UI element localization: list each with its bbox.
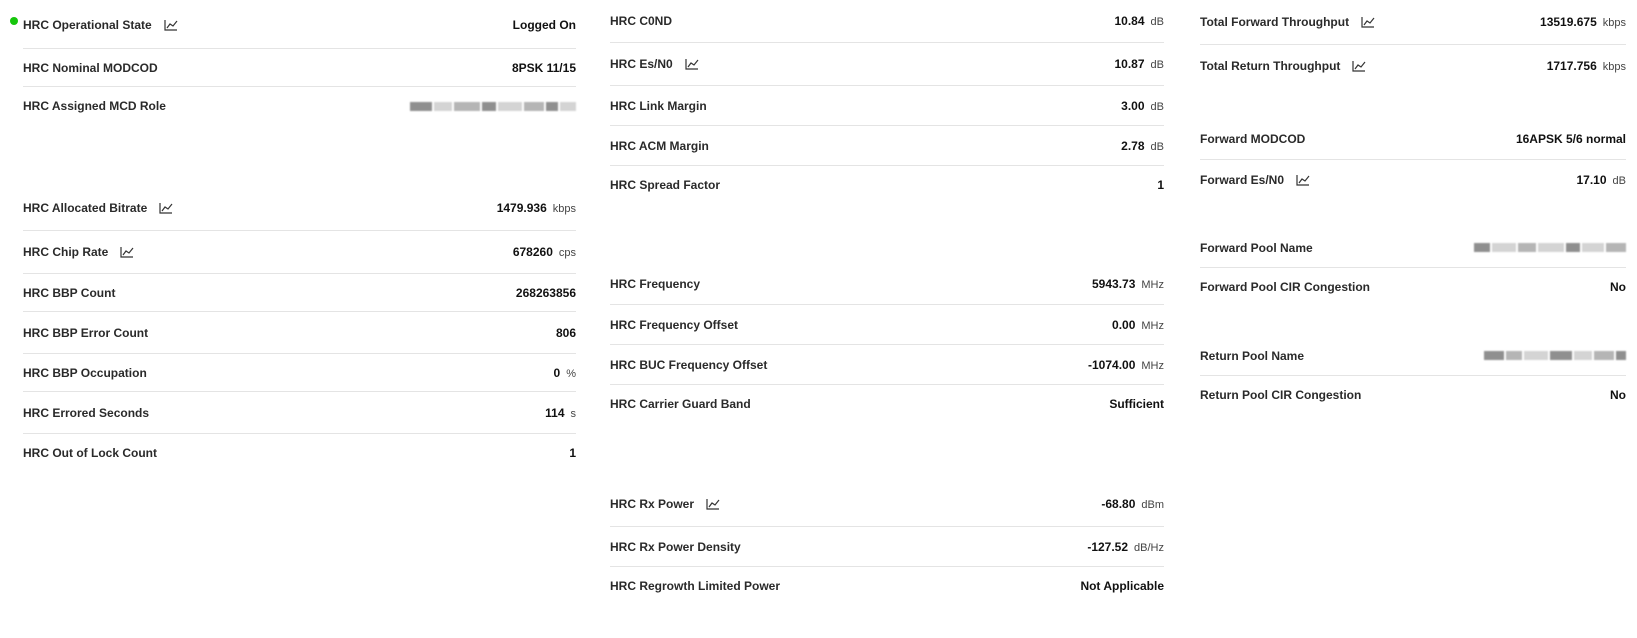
chip-rate-label: HRC Chip Rate xyxy=(23,245,109,259)
total-return-throughput-value: 1717.756 xyxy=(1546,59,1597,73)
redacted-value xyxy=(1474,243,1626,252)
frequency-label: HRC Frequency xyxy=(610,276,701,291)
row-buc-frequency-offset xyxy=(610,345,1164,385)
row-acm-margin xyxy=(610,126,1164,166)
total-return-throughput-label: Total Return Throughput xyxy=(1200,59,1341,73)
trend-chart-icon[interactable] xyxy=(685,58,699,70)
frequency-offset-value: 0.00 xyxy=(1112,317,1136,332)
row-forward-esn0 xyxy=(1200,160,1626,200)
row-rx-power xyxy=(610,481,1164,527)
cond-value: 10.84 xyxy=(1114,14,1145,28)
bbp-occupation-value: 0 xyxy=(553,365,561,380)
carrier-guard-band-value: Sufficient xyxy=(1109,397,1164,411)
regrowth-limited-power-value: Not Applicable xyxy=(1080,579,1164,593)
esn0-value: 10.87 xyxy=(1114,57,1145,71)
row-bbp-count xyxy=(23,274,576,312)
trend-chart-icon[interactable] xyxy=(1361,16,1375,28)
row-forward-modcod xyxy=(1200,118,1626,160)
rx-power-label: HRC Rx Power xyxy=(610,496,695,511)
row-bbp-occupation xyxy=(23,354,576,392)
row-spread-factor xyxy=(610,166,1164,204)
acm-margin-value: 2.78 xyxy=(1121,138,1145,153)
frequency-offset-label: HRC Frequency Offset xyxy=(610,317,739,332)
assigned-mcd-role-label: HRC Assigned MCD Role xyxy=(23,99,166,113)
forward-esn0-value: 17.10 xyxy=(1576,173,1607,187)
total-forward-throughput-label: Total Forward Throughput xyxy=(1200,15,1350,29)
forward-esn0-label: Forward Es/N0 xyxy=(1200,173,1285,187)
forward-pool-cir-congestion-label: Forward Pool CIR Congestion xyxy=(1200,280,1370,294)
row-total-forward-throughput xyxy=(1200,0,1626,45)
bbp-count-label: HRC BBP Count xyxy=(23,285,116,300)
chip-rate-unit: cps xyxy=(558,247,576,259)
bbp-occupation-label: HRC BBP Occupation xyxy=(23,365,147,380)
row-link-margin xyxy=(610,86,1164,126)
buc-frequency-offset-unit: MHz xyxy=(1141,359,1164,372)
errored-seconds-unit: s xyxy=(570,407,576,420)
row-forward-pool-name xyxy=(1200,228,1626,268)
carrier-guard-band-label: HRC Carrier Guard Band xyxy=(610,397,751,411)
row-forward-pool-cir-congestion xyxy=(1200,268,1626,306)
rx-power-unit: dBm xyxy=(1141,498,1164,511)
total-forward-throughput-value: 13519.675 xyxy=(1540,15,1597,29)
regrowth-limited-power-label: HRC Regrowth Limited Power xyxy=(610,579,781,593)
buc-frequency-offset-label: HRC BUC Frequency Offset xyxy=(610,357,768,372)
row-nominal-modcod xyxy=(23,49,576,87)
operational-state-value: Logged On xyxy=(512,18,576,32)
acm-margin-unit: dB xyxy=(1150,140,1164,153)
row-return-pool-cir-congestion xyxy=(1200,376,1626,414)
row-bbp-error-count xyxy=(23,312,576,354)
trend-chart-icon[interactable] xyxy=(1352,60,1366,72)
errored-seconds-label: HRC Errored Seconds xyxy=(23,405,150,420)
nominal-modcod-label: HRC Nominal MODCOD xyxy=(23,60,158,75)
frequency-unit: MHz xyxy=(1141,278,1164,291)
cond-unit: dB xyxy=(1150,16,1164,28)
forward-esn0-unit: dB xyxy=(1612,175,1626,187)
rx-power-density-value: -127.52 xyxy=(1087,539,1129,554)
bbp-occupation-unit: % xyxy=(566,367,576,380)
return-pool-name-label: Return Pool Name xyxy=(1200,348,1305,363)
trend-chart-icon[interactable] xyxy=(706,498,720,510)
row-frequency-offset xyxy=(610,305,1164,345)
allocated-bitrate-label: HRC Allocated Bitrate xyxy=(23,201,148,215)
chip-rate-value: 678260 xyxy=(512,245,553,259)
row-total-return-throughput xyxy=(1200,45,1626,87)
operational-state-label: HRC Operational State xyxy=(23,18,152,32)
spread-factor-value: 1 xyxy=(1157,178,1164,192)
trend-chart-icon[interactable] xyxy=(159,202,173,214)
acm-margin-label: HRC ACM Margin xyxy=(610,138,709,153)
row-cond xyxy=(610,0,1164,43)
rx-power-density-unit: dB/Hz xyxy=(1134,541,1164,554)
row-chip-rate xyxy=(23,231,576,274)
frequency-offset-unit: MHz xyxy=(1141,319,1164,332)
allocated-bitrate-value: 1479.936 xyxy=(496,201,547,215)
bbp-error-count-label: HRC BBP Error Count xyxy=(23,325,149,340)
rx-power-value: -68.80 xyxy=(1101,496,1136,511)
out-of-lock-count-value: 1 xyxy=(569,446,576,460)
redacted-value xyxy=(410,102,576,111)
bbp-error-count-value: 806 xyxy=(555,325,576,340)
row-esn0 xyxy=(610,43,1164,86)
trend-chart-icon[interactable] xyxy=(1296,174,1310,186)
buc-frequency-offset-value: -1074.00 xyxy=(1088,357,1136,372)
row-out-of-lock-count xyxy=(23,434,576,472)
total-return-throughput-unit: kbps xyxy=(1602,61,1626,73)
errored-seconds-value: 114 xyxy=(545,405,565,420)
out-of-lock-count-label: HRC Out of Lock Count xyxy=(23,446,157,460)
row-rx-power-density xyxy=(610,527,1164,567)
link-margin-value: 3.00 xyxy=(1121,98,1145,113)
row-carrier-guard-band xyxy=(610,385,1164,423)
allocated-bitrate-unit: kbps xyxy=(552,203,576,215)
row-operational-state xyxy=(23,2,576,49)
cond-label: HRC C0ND xyxy=(610,14,673,28)
link-margin-label: HRC Link Margin xyxy=(610,98,707,113)
return-pool-cir-congestion-label: Return Pool CIR Congestion xyxy=(1200,388,1362,402)
spread-factor-label: HRC Spread Factor xyxy=(610,178,721,192)
row-assigned-mcd-role xyxy=(23,87,576,125)
row-regrowth-limited-power xyxy=(610,567,1164,605)
rx-power-density-label: HRC Rx Power Density xyxy=(610,539,741,554)
nominal-modcod-value: 8PSK 11/15 xyxy=(511,60,576,75)
row-return-pool-name xyxy=(1200,336,1626,376)
redacted-value xyxy=(1484,351,1626,360)
forward-modcod-label: Forward MODCOD xyxy=(1200,131,1306,146)
trend-chart-icon[interactable] xyxy=(120,246,134,258)
total-forward-throughput-unit: kbps xyxy=(1602,17,1626,29)
row-frequency xyxy=(610,263,1164,305)
esn0-unit: dB xyxy=(1150,59,1164,71)
row-errored-seconds xyxy=(23,392,576,434)
bbp-count-value: 268263856 xyxy=(515,285,576,300)
forward-modcod-value: 16APSK 5/6 normal xyxy=(1515,131,1626,146)
esn0-label: HRC Es/N0 xyxy=(610,57,673,71)
forward-pool-name-label: Forward Pool Name xyxy=(1200,240,1313,255)
row-allocated-bitrate xyxy=(23,186,576,231)
link-margin-unit: dB xyxy=(1150,100,1164,113)
forward-pool-cir-congestion-value: No xyxy=(1610,280,1626,294)
trend-chart-icon[interactable] xyxy=(164,19,178,31)
status-dot-icon xyxy=(10,17,18,25)
return-pool-cir-congestion-value: No xyxy=(1610,388,1626,402)
frequency-value: 5943.73 xyxy=(1092,276,1136,291)
